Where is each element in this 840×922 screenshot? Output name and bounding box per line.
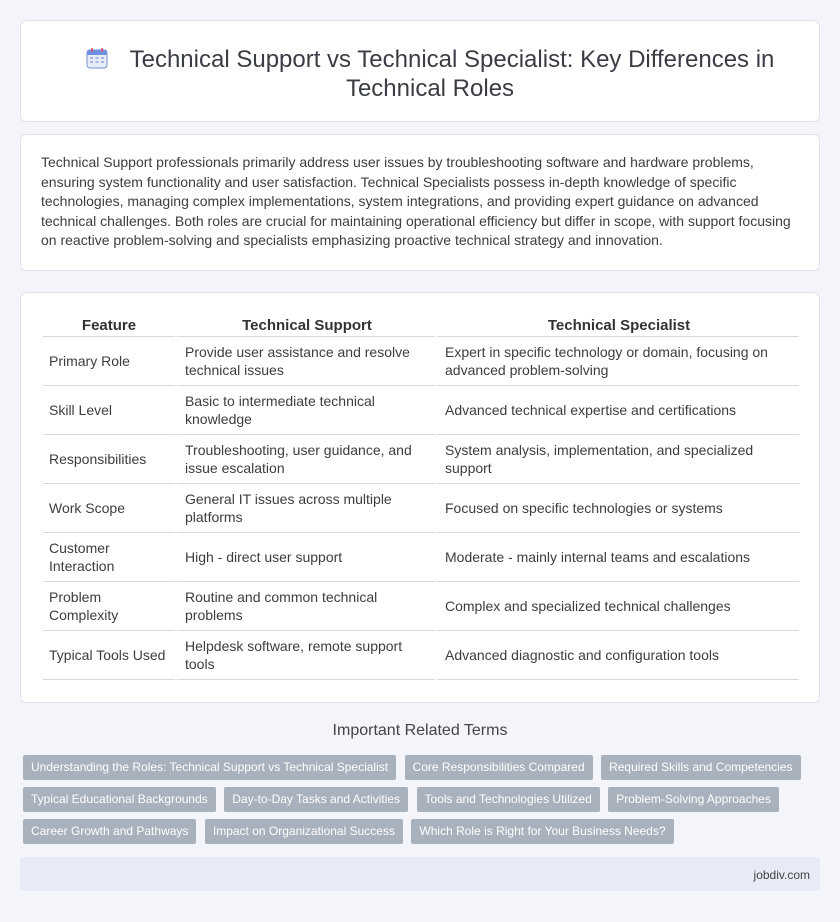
specialist-cell: Focused on specific technologies or systems xyxy=(435,484,799,533)
comparison-table xyxy=(43,311,799,680)
header-card xyxy=(20,20,820,122)
support-cell: Routine and common technical problems xyxy=(175,582,435,631)
header-feature: Feature xyxy=(43,311,175,337)
support-cell: Provide user assistance and resolve technical issues xyxy=(175,337,435,386)
table-row xyxy=(43,435,799,484)
related-term-tag[interactable]: Understanding the Roles: Technical Support vs Technical Specialist xyxy=(23,755,396,780)
feature-cell: Customer Interaction xyxy=(43,533,175,582)
related-term-tag[interactable]: Tools and Technologies Utilized xyxy=(417,787,600,812)
feature-cell: Responsibilities xyxy=(43,435,175,484)
support-cell: Troubleshooting, user guidance, and issue escalation xyxy=(175,435,435,484)
specialist-cell: Expert in specific technology or domain, focusing on advanced problem-solving xyxy=(435,337,799,386)
related-terms-title: Important Related Terms xyxy=(332,722,508,739)
related-term-tag[interactable]: Career Growth and Pathways xyxy=(23,819,196,844)
intro-paragraph: Technical Support professionals primarily address user issues by troubleshooting software and hardware problems, ensuring system functionality and user satisfaction. Technical Specialists possess in-depth knowledge of specific technologies, managing complex implementations, system integrations, and providing expert guidance on advanced technical challenges. Both roles are crucial for maintaining operational efficiency but differ in scope, with support focusing on reactive problem-solving and specialists emphasizing proactive technical strategy and innovation. xyxy=(41,154,791,248)
feature-cell: Problem Complexity xyxy=(43,582,175,631)
feature-cell: Skill Level xyxy=(43,386,175,435)
feature-cell: Work Scope xyxy=(43,484,175,533)
support-cell: General IT issues across multiple platforms xyxy=(175,484,435,533)
specialist-cell: Moderate - mainly internal teams and escalations xyxy=(435,533,799,582)
comparison-card xyxy=(20,292,820,703)
support-cell: Basic to intermediate technical knowledge xyxy=(175,386,435,435)
specialist-cell: Advanced technical expertise and certifications xyxy=(435,386,799,435)
page-title xyxy=(81,45,779,103)
related-term-tag[interactable]: Day-to-Day Tasks and Activities xyxy=(224,787,408,812)
page-title-text: Technical Support vs Technical Specialist: Key Differences in Technical Roles xyxy=(129,46,775,102)
table-row xyxy=(43,484,799,533)
related-term-tag[interactable]: Typical Educational Backgrounds xyxy=(23,787,216,812)
specialist-cell: Complex and specialized technical challenges xyxy=(435,582,799,631)
related-term-tag[interactable]: Impact on Organizational Success xyxy=(205,819,403,844)
header-technical-support: Technical Support xyxy=(175,311,435,337)
feature-cell: Primary Role xyxy=(43,337,175,386)
table-row xyxy=(43,337,799,386)
table-header-row xyxy=(43,311,799,337)
specialist-cell: Advanced diagnostic and configuration tools xyxy=(435,631,799,680)
related-term-tag[interactable]: Core Responsibilities Compared xyxy=(405,755,593,780)
intro-card xyxy=(20,134,820,271)
table-row xyxy=(43,582,799,631)
footer xyxy=(20,857,820,891)
table-row xyxy=(43,533,799,582)
related-terms-list xyxy=(23,755,823,851)
support-cell: Helpdesk software, remote support tools xyxy=(175,631,435,680)
related-term-tag[interactable]: Required Skills and Competencies xyxy=(601,755,800,780)
related-term-tag[interactable]: Which Role is Right for Your Business Needs? xyxy=(411,819,673,844)
table-row xyxy=(43,386,799,435)
header-technical-specialist: Technical Specialist xyxy=(435,311,799,337)
table-row xyxy=(43,631,799,680)
feature-cell: Typical Tools Used xyxy=(43,631,175,680)
specialist-cell: System analysis, implementation, and specialized support xyxy=(435,435,799,484)
calendar-icon xyxy=(86,47,108,69)
footer-site-link[interactable]: jobdiv.com xyxy=(753,868,810,882)
related-term-tag[interactable]: Problem-Solving Approaches xyxy=(608,787,779,812)
support-cell: High - direct user support xyxy=(175,533,435,582)
